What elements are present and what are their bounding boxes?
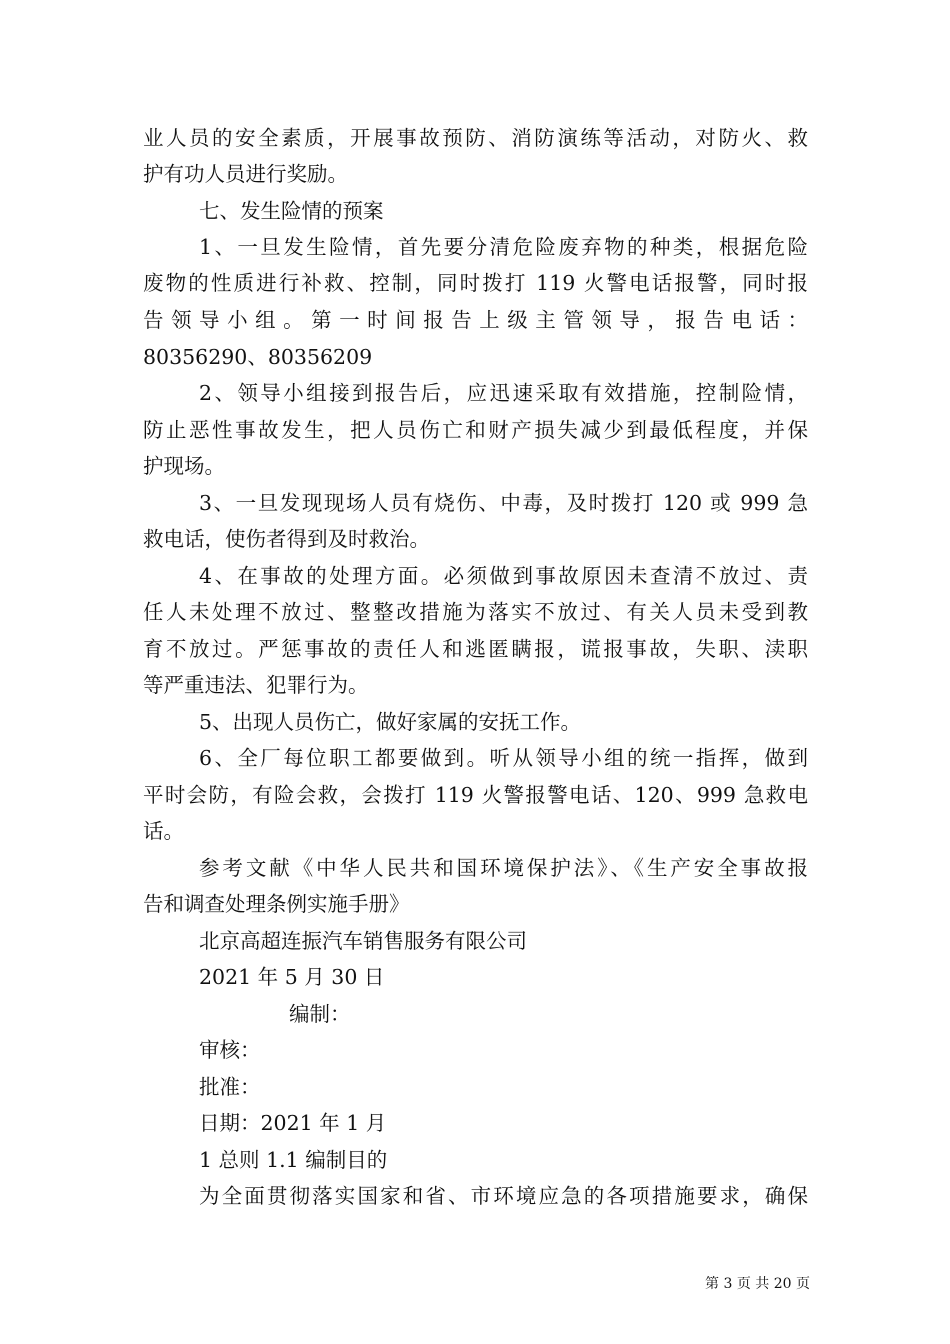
paragraph-line: 5、出现人员伤亡，做好家属的安抚工作。 [199,710,582,734]
references-line: 告和调查处理条例实施手册》 [143,892,410,916]
paragraph-line: 话。 [143,819,184,843]
date-line: 日期：2021 年 1 月 [199,1111,387,1135]
paragraph-line: 平时会防，有险会救，会拨打 119 火警报警电话、120、999 急救电 [143,783,808,807]
paragraph-line: 6、全厂每位职工都要做到。听从领导小组的统一指挥，做到 [199,746,808,770]
reviewed-by-label: 审核： [199,1038,261,1062]
page-number: 第 3 页 共 20 页 [705,1276,810,1292]
paragraph-line: 救电话，使伤者得到及时救治。 [143,527,430,551]
document-date: 2021 年 5 月 30 日 [199,965,385,989]
paragraph-line: 为全面贯彻落实国家和省、市环境应急的各项措施要求，确保 [199,1184,808,1208]
paragraph-line: 护现场。 [143,454,225,478]
section-heading: 七、发生险情的预案 [199,199,384,223]
paragraph-line: 3、一旦发现现场人员有烧伤、中毒，及时拨打 120 或 999 急 [199,491,808,515]
phone-numbers: 80356290、80356209 [143,345,373,369]
paragraph-line: 育不放过。严惩事故的责任人和逃匿瞒报，谎报事故，失职、渎职 [143,637,808,661]
paragraph-line: 业人员的安全素质，开展事故预防、消防演练等活动，对防火、救 [143,126,808,150]
paragraph-line: 2、领导小组接到报告后，应迅速采取有效措施，控制险情， [199,381,808,405]
paragraph-line: 4、在事故的处理方面。必须做到事故原因未查清不放过、责 [199,564,808,588]
company-name: 北京高超连振汽车销售服务有限公司 [199,929,527,953]
paragraph-line: 任人未处理不放过、整整改措施为落实不放过、有关人员未受到教 [143,600,808,624]
paragraph-line: 防止恶性事故发生，把人员伤亡和财产损失减少到最低程度，并保 [143,418,808,442]
references-line: 参考文献《中华人民共和国环境保护法》、《生产安全事故报 [199,856,808,880]
paragraph-line: 1、一旦发生险情，首先要分清危险废弃物的种类，根据危险 [199,235,808,259]
approved-by-label: 批准： [199,1075,261,1099]
paragraph-line: 告 领 导 小 组 。 第 一 时 间 报 告 上 级 主 管 领 导 ， 报 告 电 话 ： [143,308,808,332]
section-heading: 1 总则 1.1 编制目的 [199,1148,388,1172]
prepared-by-label: 编制： [289,1002,351,1026]
paragraph-line: 等严重违法、犯罪行为。 [143,673,369,697]
paragraph-line: 废物的性质进行补救、控制，同时拨打 119 火警电话报警，同时报 [143,271,808,295]
paragraph-line: 护有功人员进行奖励。 [143,162,348,186]
